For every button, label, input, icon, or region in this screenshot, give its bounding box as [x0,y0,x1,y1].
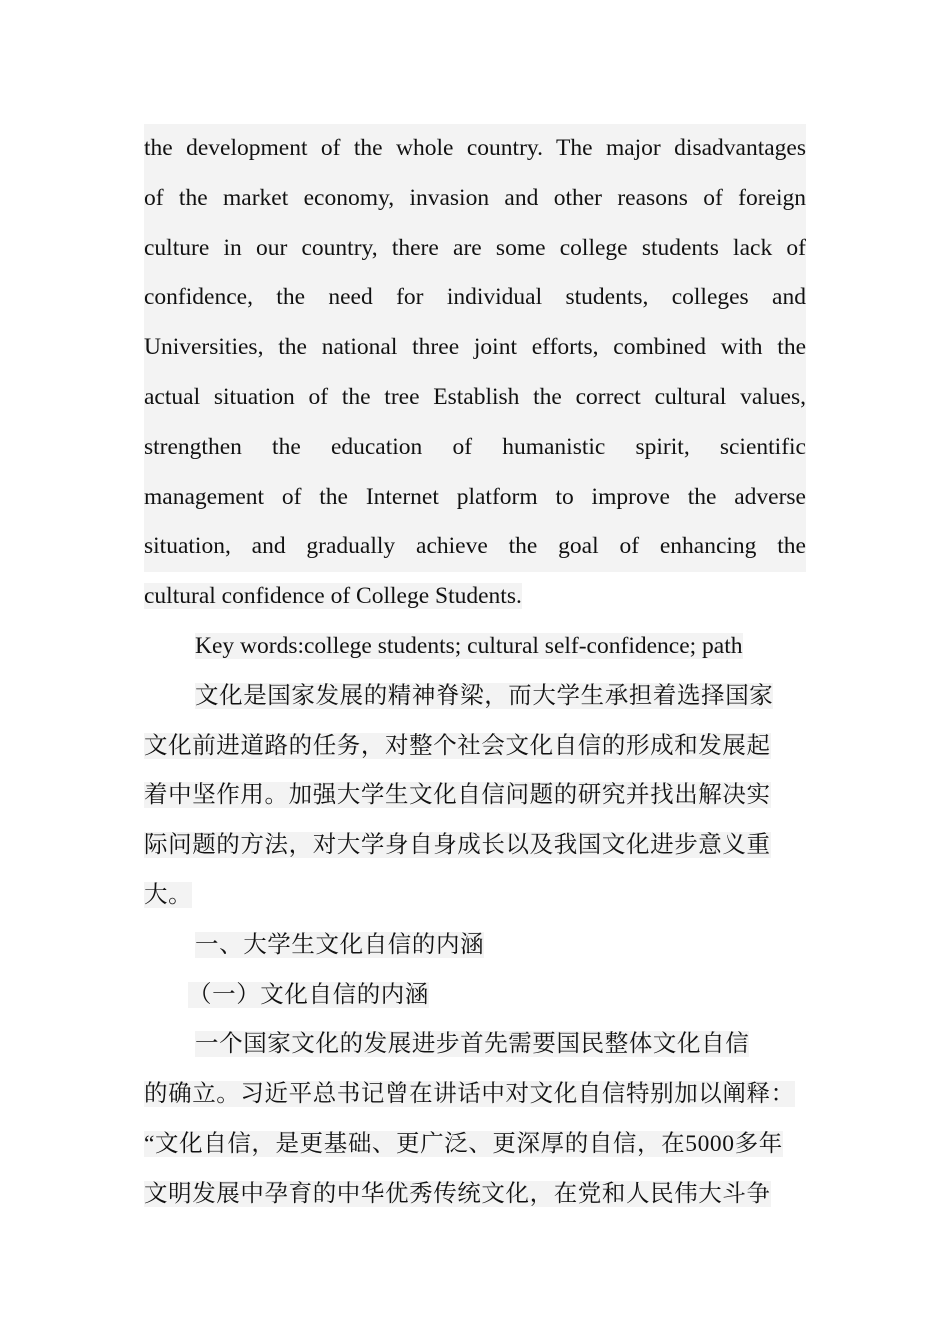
abstract-text: situation, and gradually achieve the goal of enhancing the [144,522,806,572]
intro-line-last [144,871,806,921]
intro-text: 文化前进道路的任务，对整个社会文化自信的形成和发展起 [144,732,771,759]
abstract-line [144,124,806,174]
abstract-line [144,224,806,274]
paragraph-text: “文化自信，是更基础、更广泛、更深厚的自信，在5000多年 [144,1130,783,1157]
abstract-line [144,522,806,572]
abstract-text: culture in our country, there are some college students lack of [144,224,806,274]
abstract-text: Universities, the national three joint efforts, combined with the [144,323,806,373]
abstract-text: actual situation of the tree Establish the correct cultural values, [144,373,806,423]
keywords-line [144,622,806,672]
abstract-text: management of the Internet platform to improve the adverse [144,473,806,523]
paragraph-line [144,1170,806,1220]
abstract-text: strengthen the education of humanistic spirit, scientific [144,423,806,473]
intro-line [144,821,806,871]
intro-text: 文化是国家发展的精神脊梁，而大学生承担着选择国家 [195,682,774,709]
intro-text: 际问题的方法，对大学身自身成长以及我国文化进步意义重 [144,832,771,859]
abstract-text: confidence, the need for individual students, colleges and [144,273,806,323]
abstract-text: of the market economy, invasion and other reasons of foreign [144,174,806,224]
abstract-text: cultural confidence of College Students. [144,583,522,610]
intro-line [144,722,806,772]
abstract-line [144,473,806,523]
abstract-text: the development of the whole country. The major disadvantages [144,124,806,174]
paragraph-line [144,1020,806,1070]
paragraph-line [144,1070,806,1120]
keywords-text: Key words:college students; cultural self-confidence; path [195,632,743,659]
paragraph-text: 一个国家文化的发展进步首先需要国民整体文化自信 [195,1031,750,1058]
paragraph-text: 的确立。习近平总书记曾在讲话中对文化自信特别加以阐释： [144,1081,795,1108]
abstract-line [144,423,806,473]
intro-text: 着中坚作用。加强大学生文化自信问题的研究并找出解决实 [144,782,771,809]
abstract-line-last [144,572,806,622]
abstract-line [144,273,806,323]
section-subheading [144,971,806,1021]
section-subheading-text: （一）文化自信的内涵 [188,981,429,1008]
abstract-line [144,174,806,224]
intro-text: 大。 [144,881,193,908]
section-heading [144,921,806,971]
abstract-line [144,373,806,423]
paragraph-text: 文明发展中孕育的中华优秀传统文化，在党和人民伟大斗争 [144,1180,771,1207]
paragraph-line [144,1120,806,1170]
intro-line [144,771,806,821]
intro-line [144,672,806,722]
abstract-line [144,323,806,373]
section-heading-text: 一、大学生文化自信的内涵 [195,931,485,958]
document-body [144,124,806,1220]
